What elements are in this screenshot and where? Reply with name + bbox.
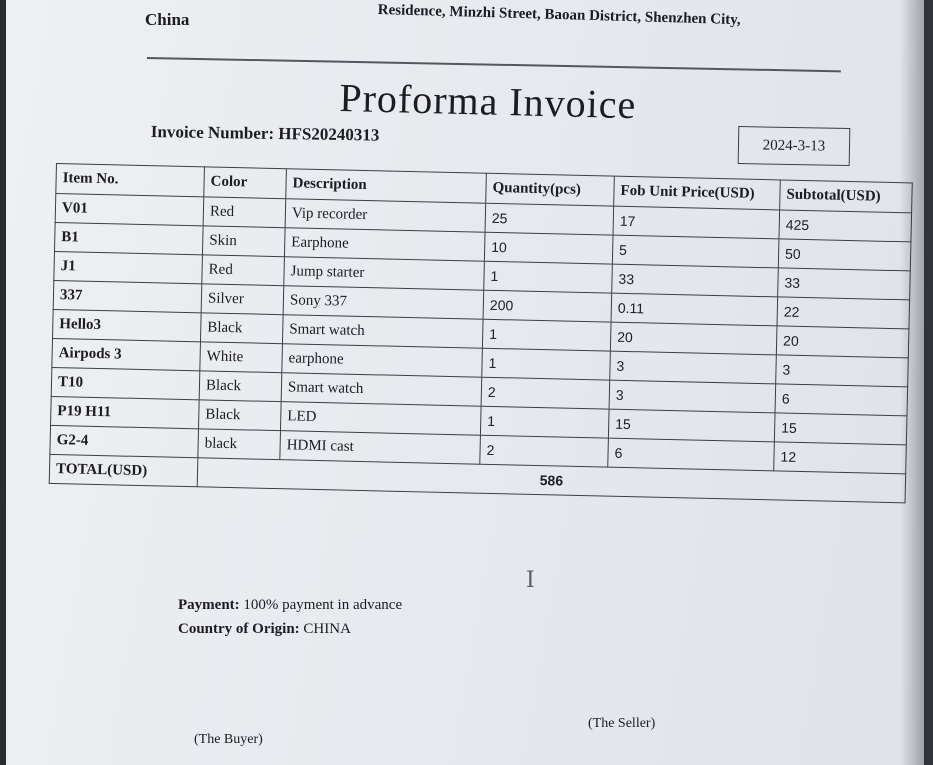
text-cursor-icon: I: [526, 568, 535, 593]
invoice-sheet: [6, 0, 924, 765]
item-subtotal: 15: [774, 413, 907, 445]
item-no: G2-4: [50, 425, 199, 457]
item-no: B1: [54, 222, 203, 254]
origin-line: [178, 621, 402, 638]
column-header: Color: [204, 167, 287, 199]
header-divider: [147, 57, 841, 72]
item-no: Airpods 3: [52, 338, 201, 370]
item-quantity: 25: [485, 203, 614, 235]
item-quantity: 1: [482, 348, 611, 380]
item-description: HDMI cast: [280, 431, 481, 465]
item-description: Smart watch: [282, 315, 483, 349]
item-no: V01: [55, 194, 204, 226]
item-color: Red: [203, 197, 286, 228]
item-subtotal: 3: [776, 355, 909, 387]
item-no: 337: [53, 280, 202, 312]
item-color: Red: [202, 255, 285, 286]
payment-value: 100% payment in advance: [243, 597, 403, 613]
invoice-date: 2024-3-13: [738, 126, 851, 166]
item-color: Black: [199, 371, 282, 402]
origin-label: Country of Origin:: [178, 621, 300, 637]
item-quantity: 2: [480, 435, 609, 467]
item-quantity: 2: [481, 377, 610, 409]
item-description: Earphone: [284, 228, 485, 262]
invoice-number-value: HFS20240313: [278, 124, 380, 145]
item-color: Skin: [202, 226, 285, 257]
column-header: Item No.: [56, 164, 205, 197]
header-country: China: [145, 10, 190, 29]
item-quantity: 1: [484, 261, 613, 293]
item-quantity: 200: [483, 290, 612, 322]
item-color: Black: [200, 313, 283, 344]
item-quantity: 10: [484, 232, 613, 264]
buyer-signature-label: (The Buyer): [194, 732, 263, 747]
right-frame: [924, 0, 933, 765]
seller-signature-label: (The Seller): [588, 716, 656, 731]
item-unit-price: 0.11: [611, 293, 778, 326]
page-edge-shadow: [900, 0, 924, 765]
header-address: Residence, Minzhi Street, Baoan District, Shenzhen City,: [377, 2, 741, 29]
column-header: Subtotal(USD): [780, 180, 913, 213]
payment-line: [178, 597, 402, 614]
item-subtotal: 12: [774, 442, 907, 474]
item-no: T10: [51, 367, 200, 399]
items-table-container: [48, 163, 912, 526]
item-subtotal: 6: [775, 384, 908, 416]
item-unit-price: 17: [613, 206, 780, 239]
item-subtotal: 425: [779, 210, 912, 242]
total-value: 586: [197, 458, 905, 503]
item-no: P19 H11: [51, 396, 200, 428]
item-quantity: 1: [480, 406, 609, 438]
payment-terms: [178, 597, 402, 645]
item-no: Hello3: [53, 309, 202, 341]
total-label: TOTAL(USD): [49, 454, 198, 486]
item-subtotal: 33: [778, 268, 911, 300]
items-table: [49, 163, 913, 503]
item-no: J1: [54, 251, 203, 283]
column-header: Fob Unit Price(USD): [614, 176, 781, 210]
item-description: Jump starter: [284, 257, 485, 291]
payment-label: Payment:: [178, 597, 240, 613]
item-color: black: [198, 429, 281, 460]
item-description: Sony 337: [283, 286, 484, 320]
item-unit-price: 3: [609, 380, 776, 413]
item-unit-price: 3: [610, 351, 777, 384]
item-unit-price: 33: [612, 264, 779, 297]
item-subtotal: 50: [778, 239, 911, 271]
item-subtotal: 22: [777, 297, 910, 329]
item-description: earphone: [282, 344, 483, 378]
column-header: Description: [286, 169, 487, 204]
item-description: Vip recorder: [285, 199, 486, 233]
invoice-number-label: Invoice Number:: [150, 122, 275, 143]
invoice-number: [151, 122, 380, 146]
item-quantity: 1: [482, 319, 611, 351]
origin-value: CHINA: [303, 621, 351, 637]
document-title: Proforma Invoice: [338, 74, 637, 128]
item-color: Black: [199, 400, 282, 431]
item-description: LED: [280, 402, 481, 436]
item-unit-price: 15: [608, 409, 775, 442]
left-frame: [0, 0, 6, 765]
item-unit-price: 5: [612, 235, 779, 268]
item-color: White: [200, 342, 283, 373]
item-unit-price: 6: [608, 438, 775, 471]
item-unit-price: 20: [610, 322, 777, 355]
column-header: Quantity(pcs): [486, 173, 615, 206]
item-color: Silver: [201, 284, 284, 315]
item-subtotal: 20: [776, 326, 909, 358]
item-description: Smart watch: [281, 373, 482, 407]
